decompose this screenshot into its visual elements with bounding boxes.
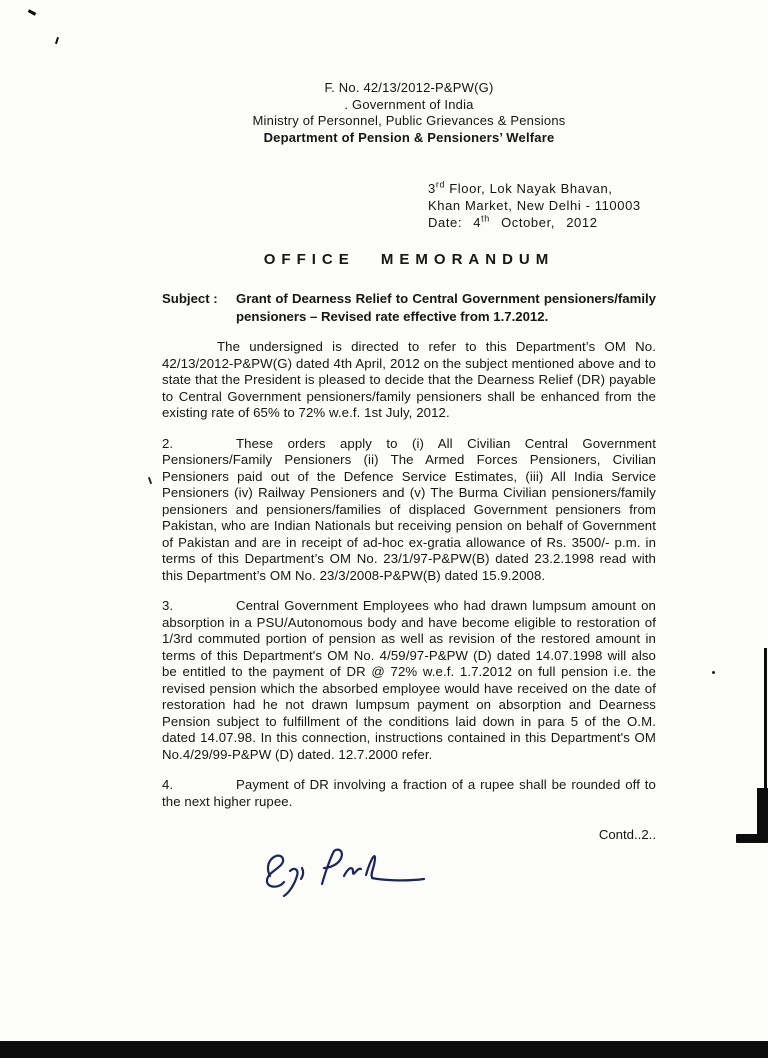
scan-artifact-right-block	[757, 788, 768, 836]
date-month-year: October, 2012	[489, 215, 598, 230]
department-line: Department of Pension & Pensioners’ Welfare	[263, 129, 555, 145]
subject-text: Grant of Dearness Relief to Central Government pensioners/family pensioners – Revised rate effective from 1.7.2012.	[236, 291, 656, 324]
ordinal-superscript: th	[481, 213, 490, 224]
subject-block	[162, 290, 656, 325]
paragraph-2	[162, 436, 656, 585]
scan-artifact-right-dash	[736, 834, 768, 843]
scan-artifact-dot	[712, 671, 715, 674]
paragraph-3-text: Central Government Employees who had drawn lumpsum amount on absorption in a PSU/Autonomous body and have become eligible to restoration of 1/3rd commuted portion of pension as well as revision of the restored amount in terms of this Department's OM No. 4/59/97-P&PW (D) dated 14.07.1998 will also be entitled to the payment of DR @ 72% w.e.f. 1.7.2012 on full pension i.e. the revised pension which the absorbed employee would have received on the date of restoration had he not drawn lumpsum payment on absorption and Dearness Pension subject to fulfillment of the conditions laid down in para 5 of the O.M. dated 14.07.98. In this connection, instructions contained in this Department's OM No.4/29/99-P&PW (D) dated. 12.7.2000 refer.	[162, 598, 656, 762]
address-floor-number: 3	[428, 181, 436, 196]
date-label: Date:	[428, 215, 463, 230]
government-line: . Government of India	[344, 96, 474, 112]
signature-ink	[254, 846, 434, 902]
subject-label: Subject :	[162, 291, 218, 306]
handwritten-signature	[254, 846, 434, 902]
memo-title: OFFICE MEMORANDUM	[263, 251, 555, 268]
paragraph-4-text: Payment of DR involving a fraction of a rupee shall be rounded off to the next higher rupee.	[162, 777, 656, 809]
paragraph-1-text: The undersigned is directed to refer to this Department’s OM No. 42/13/2012-P&PW(G) dated 4th April, 2012 on the subject mentioned above and to state that the President is pleased to decide that the Dearness Relief (DR) payable to Central Government pensioners/family pensioners shall be enhanced from the existing rate of 65% to 72% w.e.f. 1st July, 2012.	[162, 339, 656, 420]
continuation-note: Contd..2..	[598, 827, 656, 842]
scan-artifact-bottom-bar	[0, 1041, 768, 1058]
file-number: F. No. 42/13/2012-P&PW(G)	[324, 80, 494, 95]
address-block	[428, 180, 656, 231]
paragraph-3	[162, 598, 656, 763]
address-line-2: Khan Market, New Delhi - 110003	[428, 198, 641, 213]
paragraph-2-text: These orders apply to (i) All Civilian Central Government Pensioners/Family Pensioners (ii) The Armed Forces Pensioners, Civilian Pensioners paid out of the Defence Service Estimates, (iii) All India Service Pensioners (iv) Railway Pensioners and (v) The Burma Civilian pensioners/family pensioners and pensioners/families of displaced Government pensioners from Pakistan, who are Indian Nationals but receiving pension on behalf of Government of Pakistan and are in receipt of ad-hoc ex-gratia allowance of Rs. 3500/- p.m. in terms of this Department’s OM No. 23/1/97-P&PW(B) dated 23.2.1998 read with this Department’s OM No. 23/3/2008-P&PW(B) dated 15.9.2008.	[162, 435, 656, 583]
ministry-line: Ministry of Personnel, Public Grievances & Pensions	[252, 113, 566, 128]
ordinal-superscript: rd	[435, 179, 446, 190]
paragraph-4-number: 4.	[162, 777, 174, 792]
paragraph-4	[162, 777, 656, 810]
date-day: 4	[473, 215, 482, 230]
date-line	[428, 214, 656, 231]
address-line-1-rest: Floor, Lok Nayak Bhavan,	[445, 181, 613, 196]
address-line-1	[428, 180, 656, 197]
paragraph-2-number: 2.	[162, 435, 174, 451]
scan-artifact-right-edge	[764, 648, 767, 790]
paragraph-3-number: 3.	[162, 598, 174, 613]
paragraph-1	[162, 339, 656, 422]
letterhead	[162, 80, 656, 146]
